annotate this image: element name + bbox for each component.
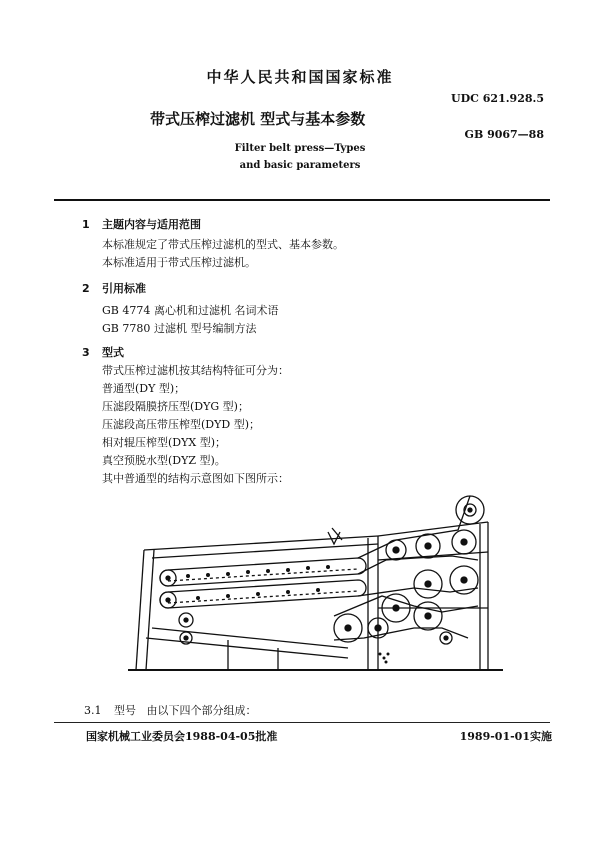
discharge-marks	[379, 653, 390, 664]
section-2-heading	[82, 280, 146, 296]
section-3-line: 压滤段隔膜挤压型(DYG 型)；	[102, 400, 249, 413]
drainage-belt	[160, 558, 366, 608]
section-number: 1	[82, 218, 90, 231]
section-3-line: 真空预脱水型(DYZ 型)。	[102, 454, 226, 467]
reference-title: 离心机和过滤机 名词术语	[154, 304, 279, 317]
title-chinese: 带式压榨过滤机 型式与基本参数	[150, 110, 366, 128]
filter-belt-press-diagram	[128, 488, 518, 683]
section-3-line: 其中普通型的结构示意图如下图所示：	[102, 472, 289, 485]
section-1-para-2: 本标准适用于带式压榨过滤机。	[102, 256, 256, 269]
section-1-para-1: 本标准规定了带式压榨过滤机的型式、基本参数。	[102, 238, 344, 251]
feed-inlet	[328, 528, 342, 544]
section-number: 3	[82, 346, 90, 359]
subsection-3-1	[84, 702, 257, 718]
section-3-line: 压滤段高压带压榨型(DYD 型)；	[102, 418, 260, 431]
section-title: 引用标准	[102, 282, 146, 295]
title-english-line2: and basic parameters	[239, 160, 361, 171]
section-number: 2	[82, 282, 90, 295]
udc-code: UDC 621.928.5	[451, 92, 544, 105]
implementation-date: 1989-01-01实施	[459, 730, 552, 743]
reference-code: GB 4774	[102, 304, 151, 317]
drive-roller	[456, 496, 484, 524]
reference-code: GB 7780	[102, 322, 151, 335]
reference-item	[102, 320, 257, 336]
subsection-text: 由以下四个部分组成：	[146, 704, 257, 717]
section-title: 主题内容与适用范围	[102, 218, 201, 231]
section-3-line: 普通型(DY 型)；	[102, 382, 186, 395]
reference-title: 过滤机 型号编制方法	[154, 322, 257, 335]
section-3-line: 带式压榨过滤机按其结构特征可分为：	[102, 364, 289, 377]
gb-number: GB 9067—88	[464, 128, 544, 141]
reference-item	[102, 302, 279, 318]
footer-rule	[54, 722, 550, 723]
press-rollers	[334, 530, 478, 644]
section-title: 型式	[102, 346, 124, 359]
subsection-label: 型号	[114, 704, 136, 717]
standard-org: 中华人民共和国国家标准	[206, 68, 394, 86]
section-3-line: 相对辊压榨型(DYX 型)；	[102, 436, 226, 449]
section-1-heading	[82, 216, 201, 232]
title-english-line1: Filter belt press—Types	[234, 143, 366, 154]
subsection-number: 3.1	[84, 704, 102, 717]
section-3-heading	[82, 344, 124, 360]
header-rule	[54, 199, 550, 201]
approval-info: 国家机械工业委员会1988-04-05批准	[86, 730, 278, 743]
